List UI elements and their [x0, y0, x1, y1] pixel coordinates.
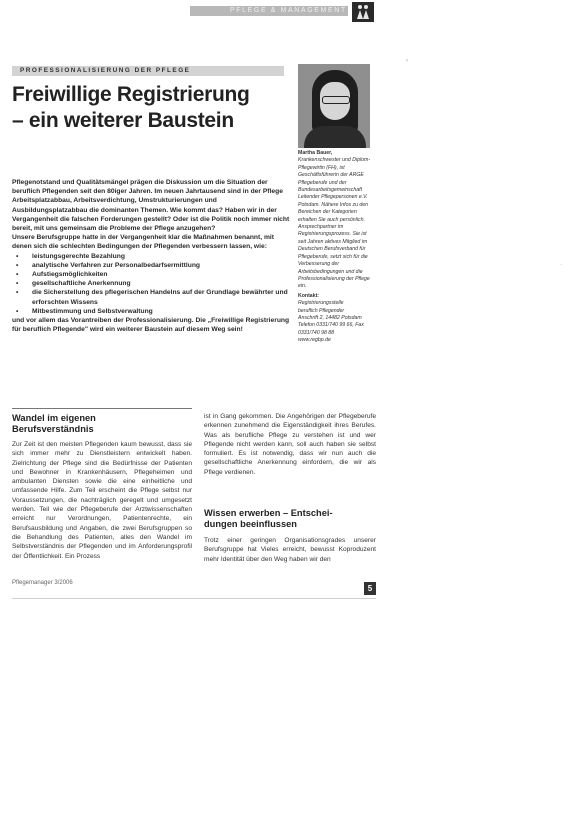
- scan-mark: ›: [406, 58, 408, 64]
- contact-label: Kontakt:: [298, 292, 320, 299]
- list-item: • Aufstiegsmöglichkeiten: [12, 270, 290, 279]
- section-heading-wandel: Wandel im eigenen Berufsverständnis: [12, 413, 96, 434]
- scan-mark: ·: [560, 262, 562, 268]
- section-heading-wissen: Wissen erwerben – Entschei- dungen beeinflussen: [204, 508, 333, 529]
- contact-block: [298, 300, 376, 344]
- header-band: [0, 0, 578, 22]
- contact-line: Telefon 0331/740 99 66, Fax: [298, 322, 364, 329]
- section-body-wandel: Zur Zeit ist den meisten Pflegenden kaum bewusst, dass sie sich immer mehr zu Dienstleistern entwickelt haben. Zielrichtung der Pflege sind die Bedürfnisse der Patienten und Bewohner in Krankenhäusern, Pflegeheimen und ambulanten Diensten sowie die eine einheitliche und umfassende Hilfe. Zum Teil erscheint die Pflege selbst nur Voraussetzungen, die nachträglich geregelt und umgesetzt werden. Teil wie der Pflegeberufe der Arztwissenschaften erreicht nur Verordnungen, Patientenrechte, ein Berufsausbildung und Angaben, die zwei Berufsgruppen so die Behandlung des Patienten, alles den Wandel im Selbstverständnis der Pflegenden und im Anforderungsprofil der Öffentlichkeit. Ein Prozess: [12, 441, 192, 560]
- intro-paragraph-3: und vor allem das Vorantreiben der Professionalisierung. Die „Freiwillige Registrierung für beruflich Pflegende" wird ein weiterer Baustein auf diesem Weg sein!: [12, 317, 290, 334]
- article-intro: [12, 178, 290, 334]
- author-bio: Krankenschwester und Diplom-Pflegewirtin (FH), ist Geschäftsführerin der ARGE Pflegeberufe und der Bundesarbeitsgemeinschaft Leitender Pflegepersonen e.V. Potsdam. Nähere Infos zu den Bereichen der Kategorien erhalten Sie auch persönlich. Ansprechpartner im Registrierungsprozess. Sie ist seit Jahren aktives Mitglied im Deutschen Berufsverband für Pflegeberufe, setzt sich für die Verbesserung der Arbeitsbedingungen und die Professionalisierung der Pflege ein.: [298, 157, 371, 290]
- section-label-bar: [12, 66, 284, 76]
- contact-line: beruflich Pflegender: [298, 307, 345, 314]
- author-photo: [298, 64, 370, 148]
- contact-line: Registrierungsstelle: [298, 300, 344, 307]
- author-sidebar: [298, 150, 376, 345]
- title-line-1: Freiwillige Registrierung: [12, 83, 250, 106]
- article-title: [12, 82, 292, 134]
- scan-edge-line: [12, 598, 376, 599]
- column-divider: [12, 408, 192, 409]
- list-item: • analytische Verfahren zur Personalbedarfsermittlung: [12, 261, 290, 270]
- intro-paragraph-2: Unsere Berufsgruppe hatte in der Vergangenheit klar die Maßnahmen benannt, mit denen sich die schlechten Bedingungen der Pflegenden verbessern lassen, wie:: [12, 234, 274, 251]
- list-item: • die Sicherstellung des pflegerischen Handelns auf der Grundlage bewährter und erforschten Wissens: [12, 288, 290, 306]
- header-band-text: PFLEGE & MANAGEMENT: [230, 7, 347, 14]
- section-body-continued: ist in Gang gekommen. Die Angehörigen der Pflegeberufe erkennen zunehmend die Eigenständigkeit ihres Berufes. Was als berufliche Pflege zu verstehen ist und wer Pflegende nicht werden kann, soll auch haben sie selbst formuliert. Es ist notwendig, dass wir nun auch die gesellschaftliche Anerkennung einfordern, die wir als Pflege verdienen.: [204, 413, 376, 476]
- author-name: Martha Bauer,: [298, 150, 333, 156]
- contact-website: www.regbp.de: [298, 337, 331, 344]
- title-line-2: – ein weiterer Baustein: [12, 109, 234, 132]
- list-item: • leistungsgerechte Bezahlung: [12, 252, 290, 261]
- page-number: 5: [364, 582, 376, 595]
- list-item: • gesellschaftliche Anerkennung: [12, 279, 290, 288]
- section-body-wissen: Trotz einer geringen Organisationsgrades unserer Berufsgruppe hat Vieles erreicht, bewusst Koproduzent mehr Identität über den Weg haben wir den: [204, 537, 376, 563]
- author-caption: [298, 150, 376, 291]
- publication-logo-icon: [352, 2, 374, 22]
- demands-list: [12, 252, 290, 316]
- contact-line: 0331/740 98 88: [298, 329, 335, 336]
- list-item: • Mitbestimmung und Selbstverwaltung: [12, 307, 290, 316]
- issue-footer: Pflegemanager 3/2006: [12, 580, 73, 586]
- section-label: PROFESSIONALISIERUNG DER PFLEGE: [20, 67, 191, 74]
- intro-paragraph-1: Pflegenotstand und Qualitätsmängel prägen die Diskussion um die Situation der beruflich Pflegenden seit den 80iger Jahren. Im neuen Jahrtausend sind in der Pflege Arbeitsplatzabbau, Arbeitsverdichtung, Umstrukturierungen und Ausbildungsplatzabbau die dominanten Themen. Wie kommt das? Haben wir in der Vergangenheit die falschen Forderungen gestellt? Oder ist die Politik noch immer nicht bereit, mit uns gemeinsam die Probleme der Pflege anzugehen?: [12, 179, 290, 233]
- contact-line: Anschrift 2, 14482 Potsdam: [298, 314, 362, 321]
